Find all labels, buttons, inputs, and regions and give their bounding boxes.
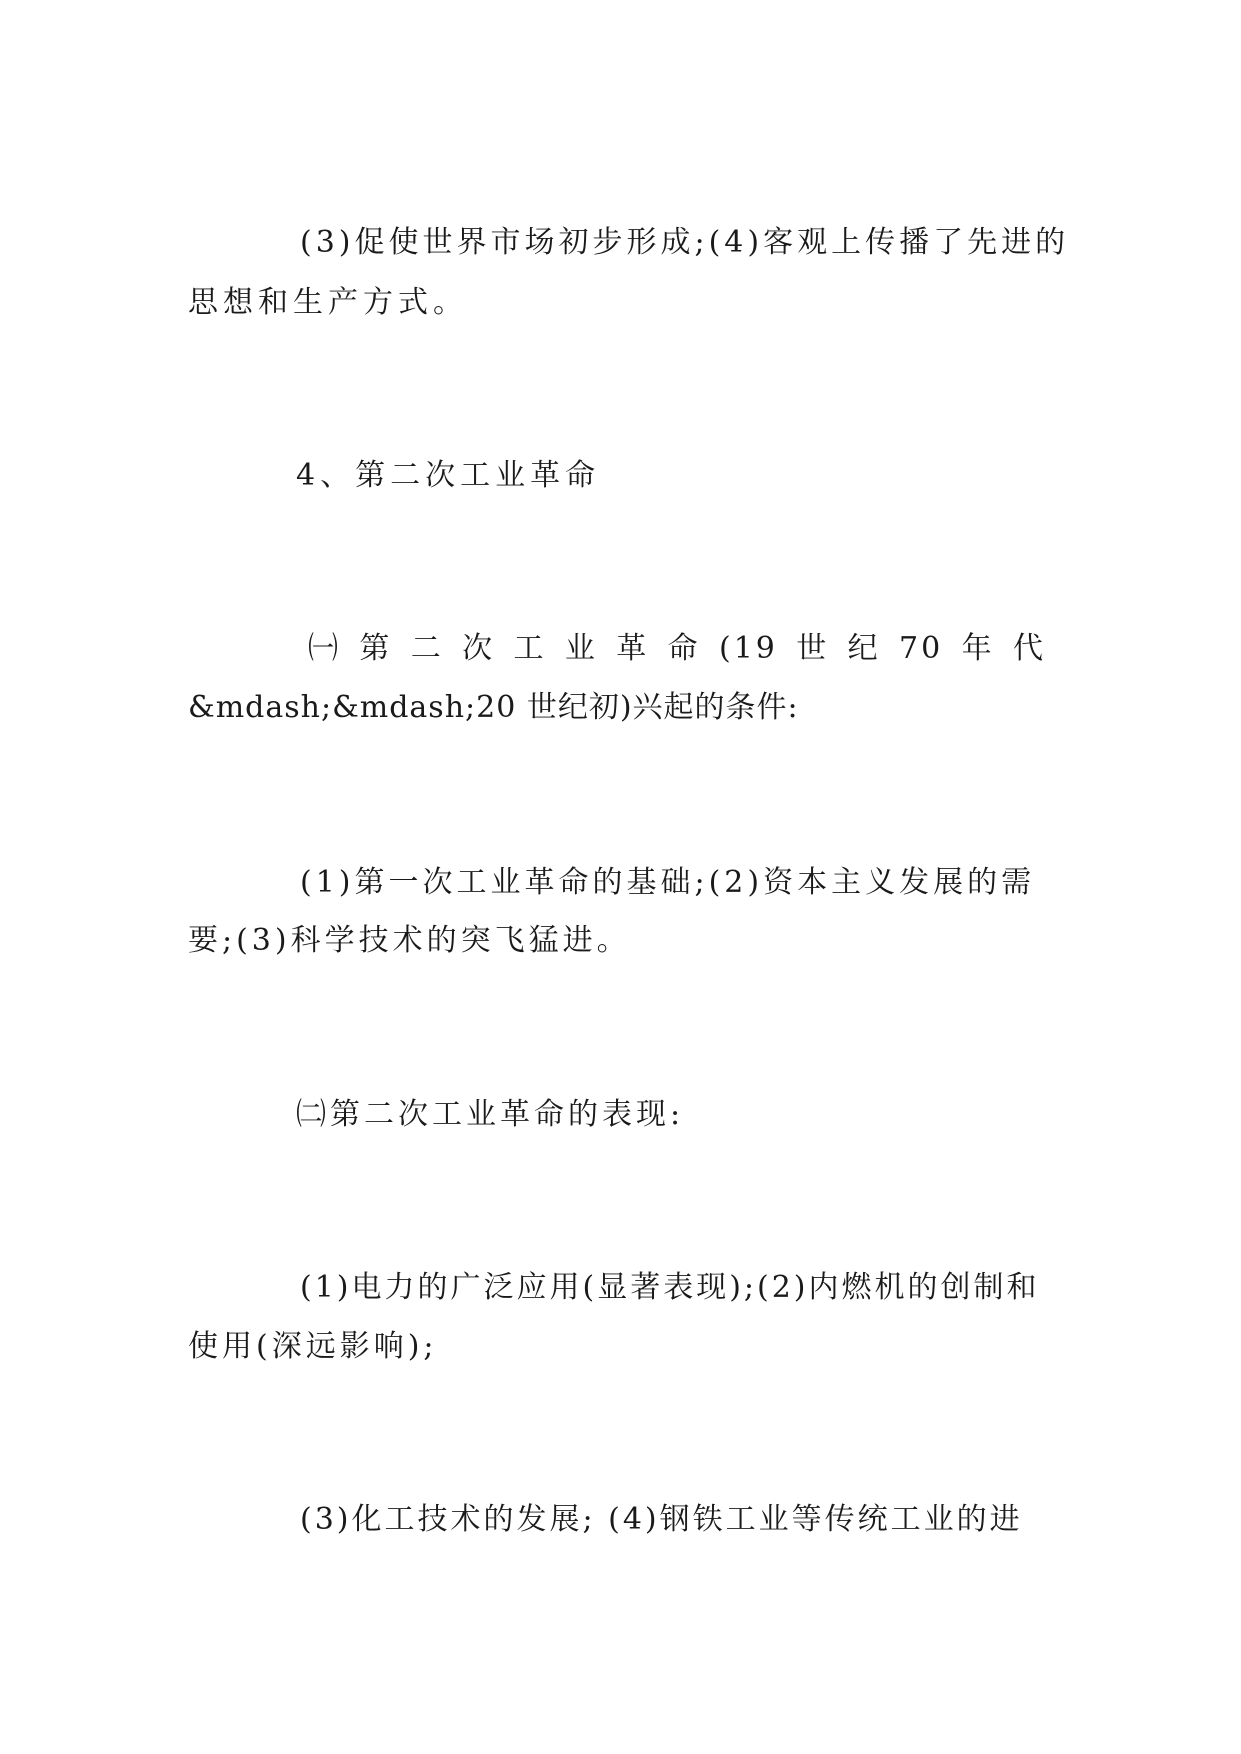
justified-token: ㈠ xyxy=(308,631,341,666)
paragraph-world-market-line-1: (3)促使世界市场初步形成;(4)客观上传播了先进的 xyxy=(300,225,1070,260)
justified-token: 第 xyxy=(359,631,393,666)
paragraph-conditions-line-2: &mdash;&mdash;20 世纪初)兴起的条件: xyxy=(188,690,799,725)
justified-token: 二 xyxy=(410,631,444,666)
justified-token: (19 xyxy=(719,631,778,666)
justified-token: 工 xyxy=(513,631,547,666)
justified-token: 业 xyxy=(564,631,598,666)
paragraph-conditions-line-1 xyxy=(308,631,1046,667)
paragraph-world-market-line-2: 思想和生产方式。 xyxy=(188,285,468,320)
justified-token: 次 xyxy=(462,631,496,666)
paragraph-manifestations-line-2: 使用(深远影响); xyxy=(188,1329,438,1364)
justified-token: 革 xyxy=(616,631,650,666)
paragraph-conditions-list-line-2: 要;(3)科学技术的突飞猛进。 xyxy=(188,923,631,958)
paragraph-conditions-list-line-1: (1)第一次工业革命的基础;(2)资本主义发展的需 xyxy=(300,865,1036,900)
paragraph-manifestations-line-1: (1)电力的广泛应用(显著表现);(2)内燃机的创制和 xyxy=(300,1270,1040,1305)
justified-token: 70 xyxy=(899,631,944,666)
justified-token: 纪 xyxy=(847,631,881,666)
paragraph-chemical-steel-line-1: (3)化工技术的发展; (4)钢铁工业等传统工业的进 xyxy=(300,1502,1023,1537)
subheading-manifestations: ㈡第二次工业革命的表现: xyxy=(296,1097,685,1132)
justified-token: 世 xyxy=(796,631,830,666)
section-heading-second-industrial-revolution: 4、第二次工业革命 xyxy=(296,458,601,493)
justified-token: 年 xyxy=(961,631,995,666)
justified-token: 代 xyxy=(1012,631,1046,666)
justified-token: 命 xyxy=(667,631,701,666)
